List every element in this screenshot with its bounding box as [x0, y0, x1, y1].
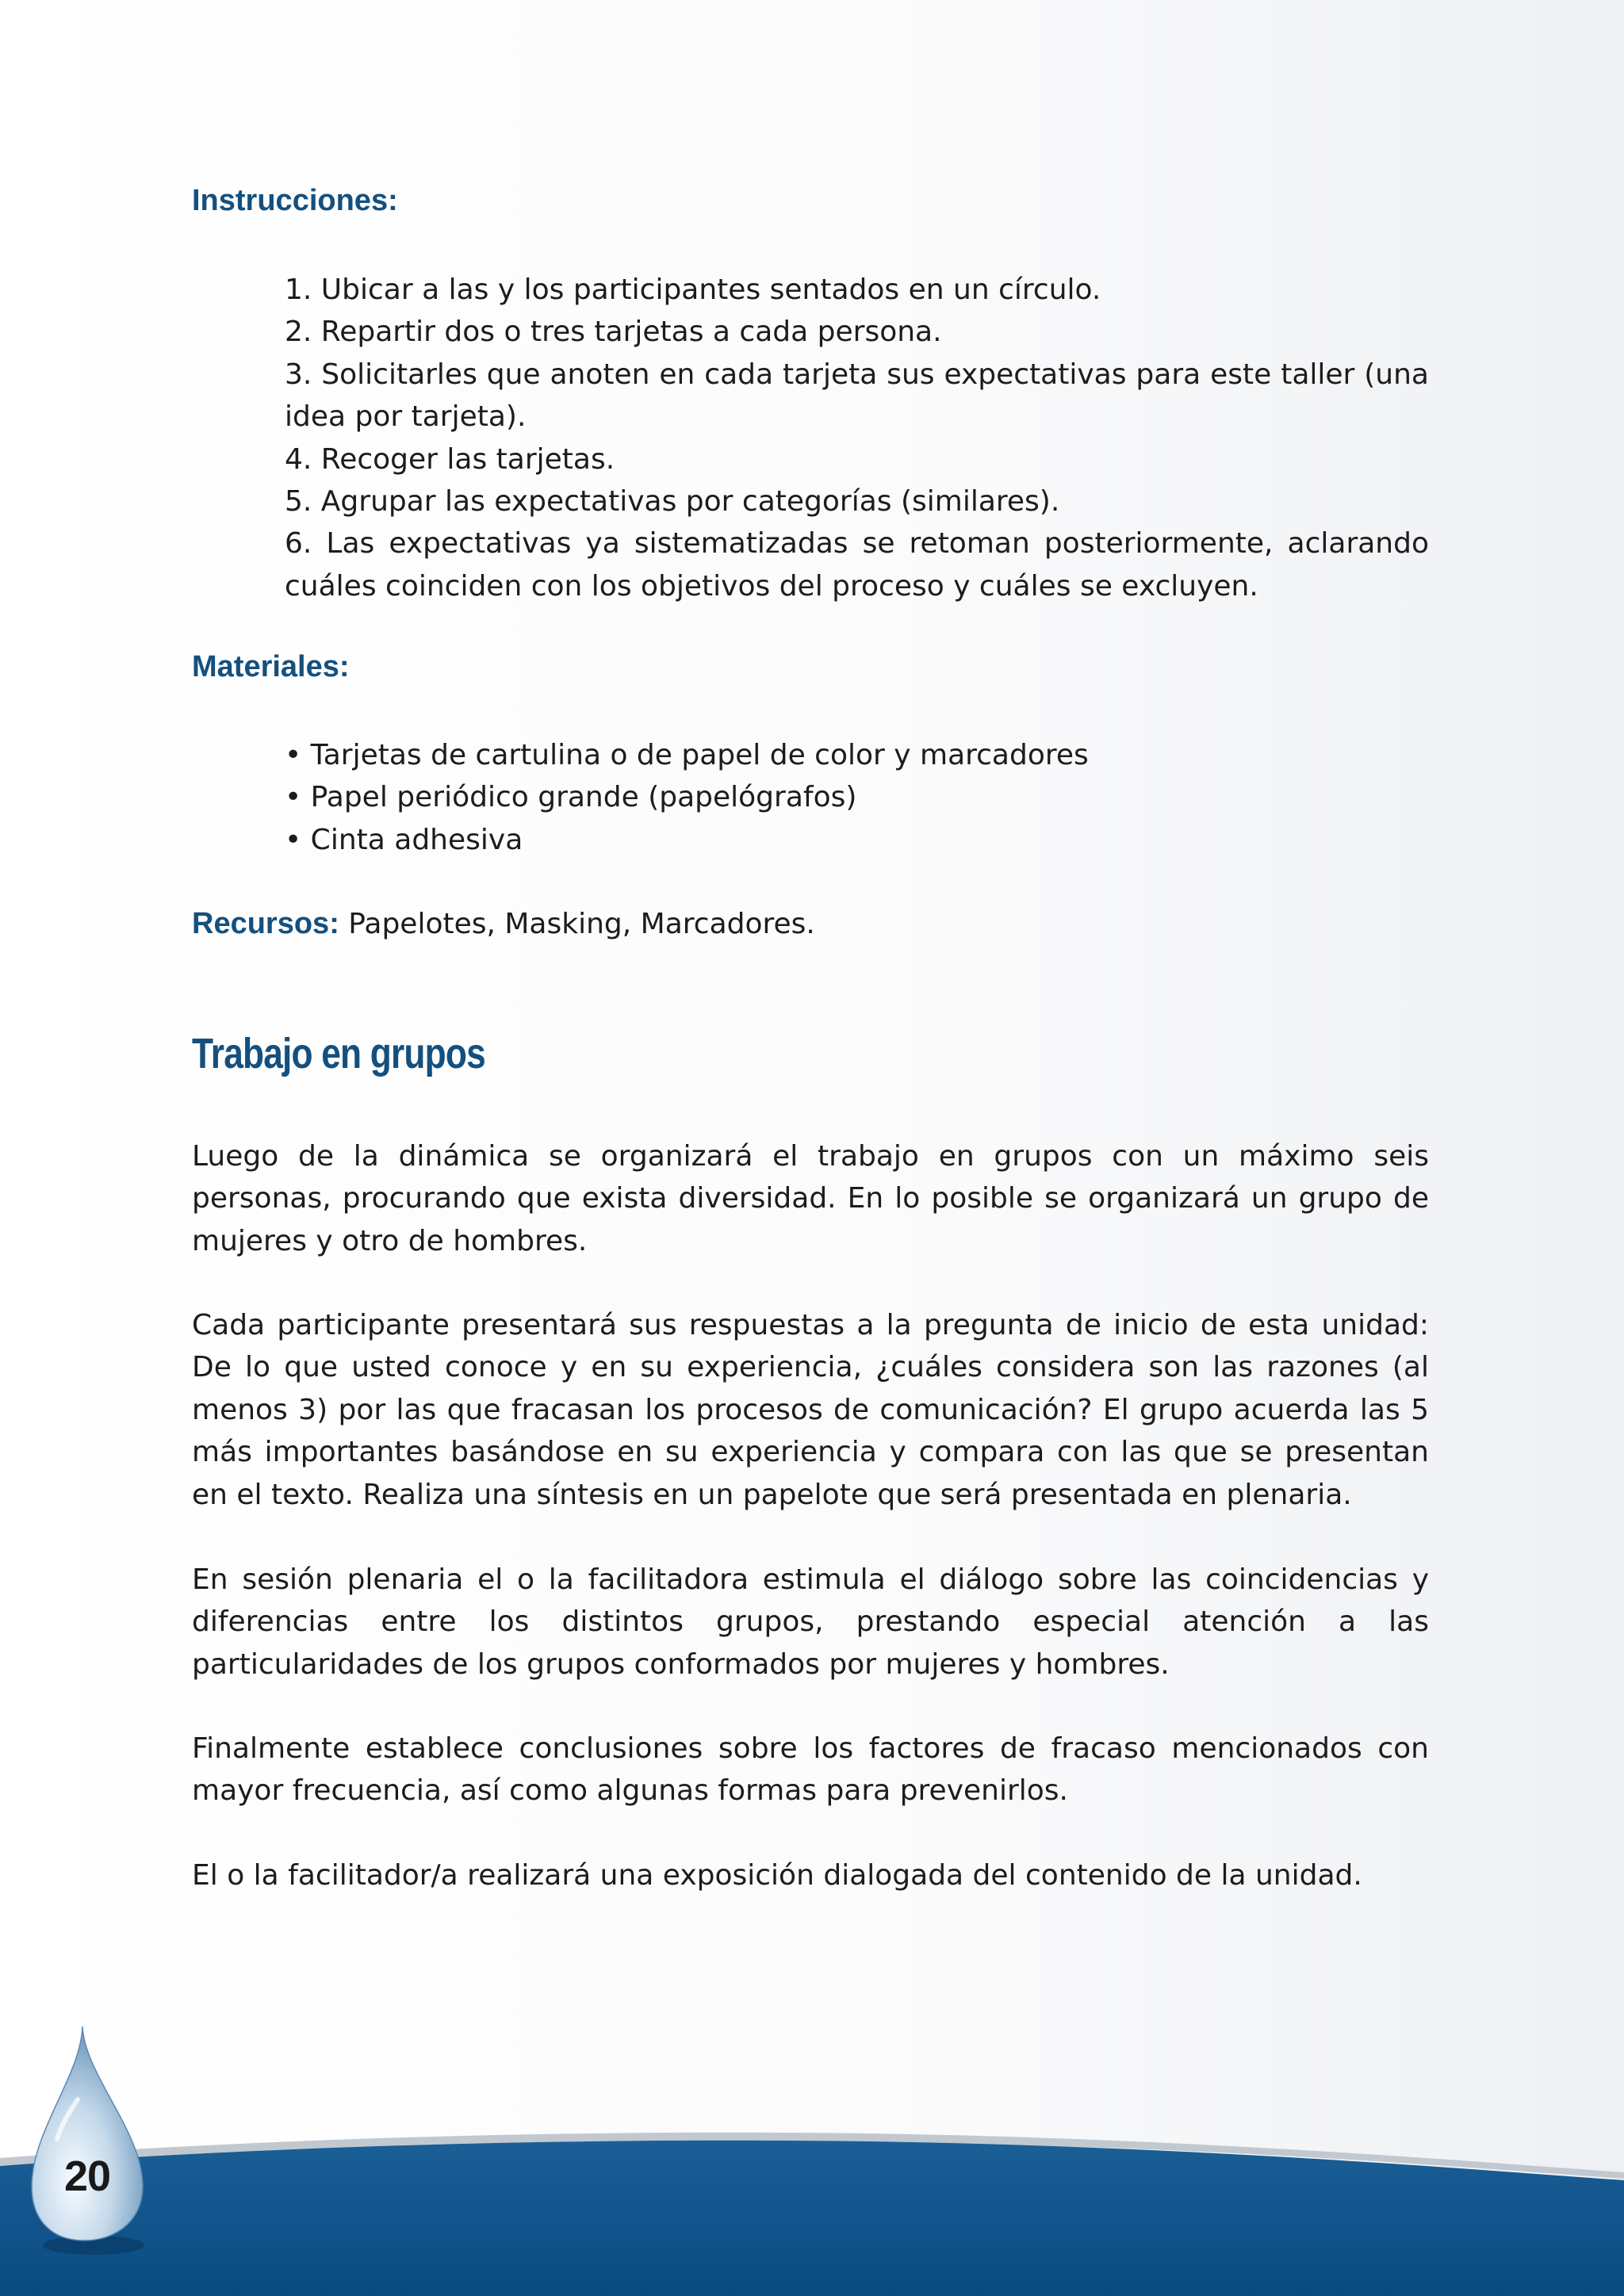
instrucciones-label: Instrucciones:: [192, 184, 398, 217]
paragraph: Cada participante presentará sus respuestas a la pregunta de inicio de esta unidad: De lo que usted conoce y en su experiencia, ¿cuáles considera son las razones (al menos 3) por las que fracasan los procesos de comunicación? El grupo acuerda las 5 más importantes basándose en su experiencia y compara con las que se presentan en el texto. Realiza una síntesis en un papelote que será presentada en plenaria.: [192, 1309, 1429, 1511]
list-item: • Tarjetas de cartulina o de papel de color y marcadores: [285, 739, 1089, 771]
paragraph: En sesión plenaria el o la facilitadora estimula el diálogo sobre las coincidencias y diferencias entre los distintos grupos, prestando especial atención a las particularidades de los grupos conformados por mujeres y hombres.: [192, 1563, 1429, 1681]
list-item: • Papel periódico grande (papelógrafos): [285, 781, 857, 814]
materiales-label: Materiales:: [192, 650, 350, 683]
list-item: 4. Recoger las tarjetas.: [285, 442, 615, 476]
list-item: 2. Repartir dos o tres tarjetas a cada persona.: [285, 316, 942, 349]
paragraph: Finalmente establece conclusiones sobre los factores de fracaso mencionados con mayor frecuencia, así como algunas formas para prevenirlos.: [192, 1732, 1429, 1808]
water-drop-icon: [24, 2020, 159, 2258]
list-item: 5. Agrupar las expectativas por categorías (similares).: [285, 485, 1060, 519]
list-item: 1. Ubicar a las y los participantes sentados en un círculo.: [285, 274, 1101, 306]
paragraph: El o la facilitador/a realizará una exposición dialogada del contenido de la unidad.: [192, 1859, 1362, 1892]
footer-wave: [0, 2093, 1624, 2296]
section-heading: Trabajo en grupos: [192, 1030, 485, 1077]
materiales-list: [285, 734, 1429, 861]
list-item: 6. Las expectativas ya sistematizadas se retoman posteriormente, aclarando cuáles coinciden con los objetivos del proceso y cuáles se excluyen.: [285, 527, 1429, 603]
recursos-label: Recursos:: [192, 907, 339, 940]
page-number: 20: [63, 2152, 111, 2200]
paragraph: Luego de la dinámica se organizará el trabajo en grupos con un máximo seis personas, procurando que exista diversidad. En lo posible se organizará un grupo de mujeres y otro de hombres.: [192, 1140, 1429, 1257]
instrucciones-list: [285, 269, 1429, 607]
recursos-text: Papelotes, Masking, Marcadores.: [339, 908, 815, 940]
list-item: • Cinta adhesiva: [285, 823, 523, 856]
list-item: 3. Solicitarles que anoten en cada tarjeta sus expectativas para este taller (una idea por tarjeta).: [285, 358, 1429, 434]
recursos-line: [192, 903, 815, 945]
